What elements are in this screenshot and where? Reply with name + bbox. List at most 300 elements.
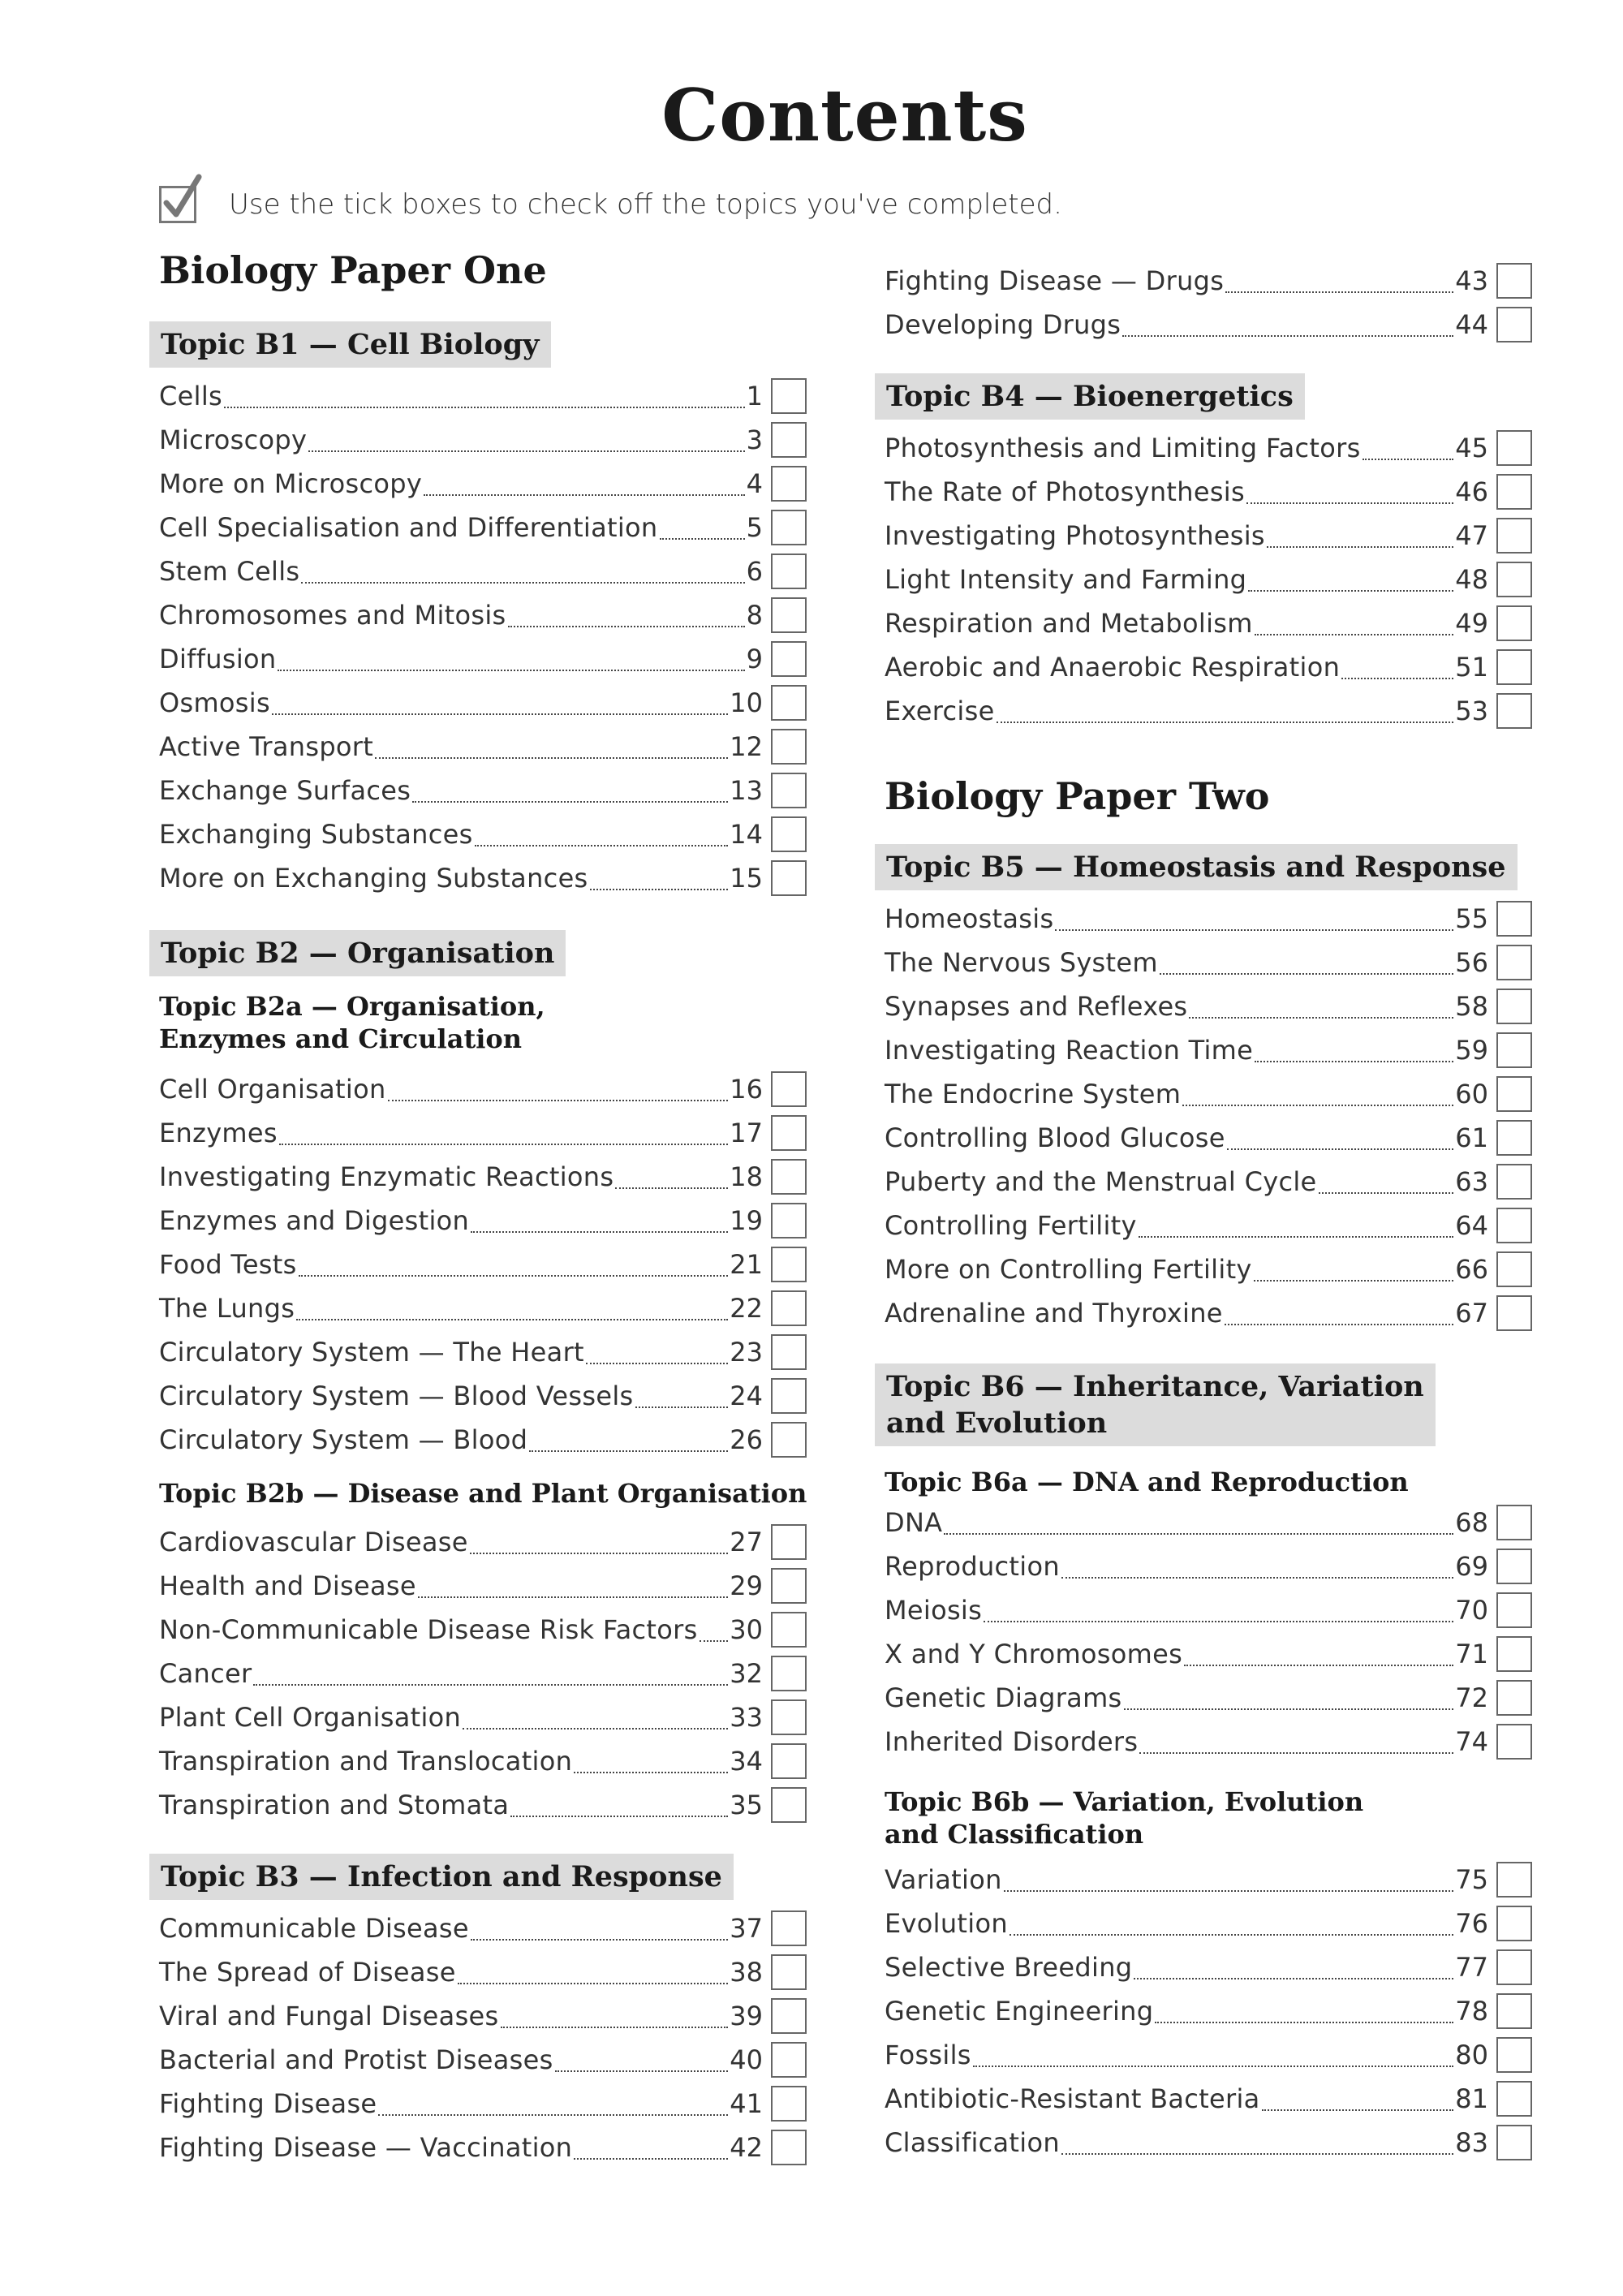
dot-leader bbox=[1061, 2130, 1453, 2155]
dot-leader bbox=[508, 603, 745, 627]
dot-leader bbox=[1319, 1170, 1454, 1194]
contents-row bbox=[885, 1902, 1532, 1945]
tick-box[interactable] bbox=[771, 510, 807, 545]
contents-row bbox=[885, 1248, 1532, 1290]
dot-leader bbox=[1122, 312, 1453, 337]
topic-name: Chromosomes and Mitosis bbox=[159, 600, 506, 631]
page-number: 4 bbox=[746, 468, 763, 499]
tick-box[interactable] bbox=[771, 1787, 807, 1823]
dot-leader bbox=[529, 1428, 728, 1452]
topic-b6b-heading bbox=[885, 1786, 1363, 1850]
tick-box[interactable] bbox=[771, 1998, 807, 2034]
tick-box[interactable] bbox=[1496, 2037, 1532, 2073]
page-number: 72 bbox=[1455, 1682, 1488, 1713]
contents-row bbox=[159, 594, 807, 636]
topic-name: Exercise bbox=[885, 696, 995, 726]
contents-row bbox=[159, 1287, 807, 1329]
tick-box[interactable] bbox=[771, 1954, 807, 1990]
tick-box[interactable] bbox=[771, 860, 807, 896]
contents-row bbox=[885, 690, 1532, 732]
dot-leader bbox=[1363, 436, 1454, 460]
page-number: 8 bbox=[746, 600, 763, 631]
tick-box[interactable] bbox=[771, 378, 807, 414]
page-number: 39 bbox=[730, 2001, 763, 2031]
page-number: 42 bbox=[730, 2132, 763, 2163]
tick-box[interactable] bbox=[1496, 1949, 1532, 1985]
topic-name: Plant Cell Organisation bbox=[159, 1702, 462, 1733]
tick-box[interactable] bbox=[1496, 307, 1532, 342]
tick-box[interactable] bbox=[771, 1378, 807, 1414]
dot-leader bbox=[574, 1749, 728, 1773]
page-number: 45 bbox=[1455, 433, 1488, 463]
dot-leader bbox=[510, 1793, 728, 1817]
contents-row bbox=[159, 1652, 807, 1695]
topic-b5-heading: Topic B5 — Homeostasis and Response bbox=[875, 844, 1518, 890]
dot-leader bbox=[1139, 1730, 1453, 1754]
dot-leader bbox=[1246, 480, 1453, 504]
tick-box[interactable] bbox=[771, 1743, 807, 1779]
page-number: 51 bbox=[1455, 652, 1488, 683]
dot-leader bbox=[1160, 950, 1453, 975]
tick-box[interactable] bbox=[771, 466, 807, 502]
dot-leader bbox=[700, 1618, 729, 1642]
topic-name: Developing Drugs bbox=[885, 309, 1121, 340]
topic-name: The Nervous System bbox=[885, 947, 1158, 978]
tick-box[interactable] bbox=[1496, 1505, 1532, 1540]
dot-leader bbox=[375, 734, 728, 759]
page-number: 70 bbox=[1455, 1595, 1488, 1626]
page-number: 58 bbox=[1455, 991, 1488, 1022]
contents-row bbox=[885, 1721, 1532, 1763]
topic-name: Investigating Photosynthesis bbox=[885, 520, 1265, 551]
dot-leader bbox=[253, 1661, 728, 1686]
tick-box[interactable] bbox=[771, 685, 807, 721]
topic-name: Controlling Fertility bbox=[885, 1210, 1137, 1241]
page-number: 47 bbox=[1455, 520, 1488, 551]
tick-box[interactable] bbox=[1496, 474, 1532, 510]
dot-leader bbox=[378, 2091, 728, 2116]
dot-leader bbox=[279, 1121, 728, 1145]
topic-name: More on Exchanging Substances bbox=[159, 863, 588, 894]
topic-name: Homeostasis bbox=[885, 903, 1054, 934]
paper-one-title: Biology Paper One bbox=[159, 248, 547, 292]
page-number: 6 bbox=[746, 556, 763, 587]
contents-row bbox=[159, 638, 807, 680]
page-number: 37 bbox=[730, 1913, 763, 1944]
contents-row bbox=[159, 1951, 807, 1993]
contents-row bbox=[159, 550, 807, 592]
topic-name: Stem Cells bbox=[159, 556, 300, 587]
tick-box[interactable] bbox=[1496, 2081, 1532, 2117]
dot-leader bbox=[1262, 2087, 1454, 2111]
dot-leader bbox=[1341, 655, 1453, 679]
tick-box[interactable] bbox=[1496, 1164, 1532, 1200]
tick-box[interactable] bbox=[771, 2130, 807, 2165]
dot-leader bbox=[1061, 1554, 1453, 1579]
contents-row bbox=[885, 1859, 1532, 1901]
dot-leader bbox=[973, 2043, 1454, 2067]
tick-box[interactable] bbox=[1496, 1993, 1532, 2029]
topic-name: Osmosis bbox=[159, 687, 270, 718]
contents-row bbox=[159, 1243, 807, 1286]
tick-box[interactable] bbox=[1496, 1076, 1532, 1112]
page-number: 34 bbox=[730, 1746, 763, 1777]
topic-b2b-heading: Topic B2b — Disease and Plant Organisation bbox=[159, 1478, 807, 1509]
tick-box[interactable] bbox=[771, 1247, 807, 1282]
contents-row bbox=[885, 1501, 1532, 1544]
dot-leader bbox=[418, 1574, 728, 1598]
topic-name: Puberty and the Menstrual Cycle bbox=[885, 1166, 1317, 1197]
contents-row bbox=[159, 769, 807, 812]
page-number: 32 bbox=[730, 1658, 763, 1689]
contents-row bbox=[159, 1375, 807, 1417]
topic-b1-heading: Topic B1 — Cell Biology bbox=[149, 321, 551, 368]
contents-row bbox=[159, 1740, 807, 1782]
page-number: 41 bbox=[730, 2088, 763, 2119]
contents-row bbox=[159, 375, 807, 417]
page-number: 67 bbox=[1455, 1298, 1488, 1329]
topic-name: Light Intensity and Farming bbox=[885, 564, 1247, 595]
page-number: 33 bbox=[730, 1702, 763, 1733]
topic-name: Cell Organisation bbox=[159, 1074, 386, 1105]
tick-box[interactable] bbox=[1496, 518, 1532, 554]
topic-b2a-line2: Enzymes and Circulation bbox=[159, 1023, 522, 1054]
dot-leader bbox=[458, 1960, 729, 1984]
tick-box[interactable] bbox=[1496, 1120, 1532, 1156]
contents-row bbox=[885, 1990, 1532, 2032]
tick-box[interactable] bbox=[1496, 430, 1532, 466]
topic-name: More on Controlling Fertility bbox=[885, 1254, 1252, 1285]
dot-leader bbox=[299, 1252, 729, 1277]
topic-name: Enzymes and Digestion bbox=[159, 1205, 470, 1236]
page-number: 77 bbox=[1455, 1952, 1488, 1983]
dot-leader bbox=[1004, 1867, 1454, 1892]
tick-box[interactable] bbox=[1496, 693, 1532, 729]
topic-name: Cardiovascular Disease bbox=[159, 1527, 468, 1557]
page-number: 83 bbox=[1455, 2127, 1488, 2158]
topic-name: Viral and Fungal Diseases bbox=[159, 2001, 499, 2031]
instruction-text: Use the tick boxes to check off the topics you've completed. bbox=[229, 188, 1062, 221]
contents-row bbox=[885, 260, 1532, 302]
contents-row bbox=[885, 1029, 1532, 1071]
tick-box[interactable] bbox=[771, 554, 807, 589]
dot-leader bbox=[660, 515, 745, 540]
contents-row bbox=[159, 1609, 807, 1651]
contents-row bbox=[885, 2078, 1532, 2120]
page-number: 9 bbox=[746, 644, 763, 674]
contents-row bbox=[159, 1784, 807, 1826]
dot-leader bbox=[635, 1384, 729, 1408]
dot-leader bbox=[1182, 1082, 1453, 1106]
page-number: 66 bbox=[1455, 1254, 1488, 1285]
topic-name: Genetic Engineering bbox=[885, 1996, 1154, 2027]
contents-row bbox=[885, 602, 1532, 644]
topic-name: Adrenaline and Thyroxine bbox=[885, 1298, 1223, 1329]
tick-box[interactable] bbox=[771, 1612, 807, 1648]
topic-name: Communicable Disease bbox=[159, 1913, 469, 1944]
contents-row bbox=[885, 1589, 1532, 1631]
tick-box[interactable] bbox=[771, 1334, 807, 1370]
tick-box[interactable] bbox=[771, 773, 807, 808]
topic-name: Non-Communicable Disease Risk Factors bbox=[159, 1614, 698, 1645]
tick-box[interactable] bbox=[1496, 649, 1532, 685]
topic-b2a-line1: Topic B2a — Organisation, bbox=[159, 991, 545, 1022]
dot-leader bbox=[1189, 994, 1453, 1019]
tick-box[interactable] bbox=[771, 1290, 807, 1326]
contents-row bbox=[159, 1995, 807, 2037]
page-number: 35 bbox=[730, 1790, 763, 1820]
topic-name: Photosynthesis and Limiting Factors bbox=[885, 433, 1361, 463]
instruction bbox=[159, 180, 1062, 229]
page-number: 80 bbox=[1455, 2040, 1488, 2070]
tick-box[interactable] bbox=[771, 816, 807, 852]
page-number: 21 bbox=[730, 1249, 763, 1280]
dot-leader bbox=[984, 1598, 1453, 1622]
topic-name: Variation bbox=[885, 1864, 1002, 1895]
contents-row bbox=[159, 1521, 807, 1563]
topic-name: Meiosis bbox=[885, 1595, 983, 1626]
contents-row bbox=[159, 1696, 807, 1738]
tick-box[interactable] bbox=[1496, 263, 1532, 299]
tick-box[interactable] bbox=[771, 641, 807, 677]
contents-row bbox=[159, 857, 807, 899]
page-number: 49 bbox=[1455, 608, 1488, 639]
dot-leader bbox=[1055, 907, 1453, 931]
page-number: 23 bbox=[730, 1337, 763, 1368]
dot-leader bbox=[224, 384, 745, 408]
tick-box[interactable] bbox=[1496, 605, 1532, 641]
contents-row bbox=[885, 1204, 1532, 1247]
page-number: 64 bbox=[1455, 1210, 1488, 1241]
contents-row bbox=[885, 1161, 1532, 1203]
contents-row bbox=[885, 1633, 1532, 1675]
page-number: 12 bbox=[730, 731, 763, 762]
page-number: 27 bbox=[730, 1527, 763, 1557]
topic-name: Selective Breeding bbox=[885, 1952, 1133, 1983]
contents-row bbox=[885, 558, 1532, 601]
contents-row bbox=[885, 1292, 1532, 1334]
contents-row bbox=[885, 985, 1532, 1027]
tick-box[interactable] bbox=[771, 1568, 807, 1604]
tick-box[interactable] bbox=[1496, 1724, 1532, 1760]
topic-name: Circulatory System — Blood bbox=[159, 1424, 528, 1455]
contents-row bbox=[885, 2034, 1532, 2076]
page-number: 17 bbox=[730, 1118, 763, 1148]
page-number: 5 bbox=[746, 512, 763, 543]
dot-leader bbox=[1010, 1911, 1453, 1936]
topic-name: Health and Disease bbox=[159, 1570, 416, 1601]
page-number: 76 bbox=[1455, 1908, 1488, 1939]
dot-leader bbox=[1255, 1038, 1453, 1062]
topic-name: Aerobic and Anaerobic Respiration bbox=[885, 652, 1341, 683]
page-number: 19 bbox=[730, 1205, 763, 1236]
dot-leader bbox=[590, 866, 729, 890]
tick-box[interactable] bbox=[1496, 945, 1532, 980]
tick-box[interactable] bbox=[771, 1203, 807, 1238]
topic-b2a-heading bbox=[159, 990, 545, 1055]
tick-box[interactable] bbox=[1496, 901, 1532, 937]
page-number: 24 bbox=[730, 1381, 763, 1411]
topic-name: DNA bbox=[885, 1507, 943, 1538]
tick-box[interactable] bbox=[771, 2042, 807, 2078]
tick-icon bbox=[159, 186, 196, 223]
dot-leader bbox=[301, 559, 744, 584]
topic-name: Bacterial and Protist Diseases bbox=[159, 2044, 553, 2075]
topic-name: Investigating Reaction Time bbox=[885, 1035, 1254, 1066]
tick-box[interactable] bbox=[771, 1656, 807, 1691]
dot-leader bbox=[1254, 1257, 1454, 1282]
topic-name: X and Y Chromosomes bbox=[885, 1639, 1183, 1669]
contents-row bbox=[159, 813, 807, 855]
topic-b6b-line1: Topic B6b — Variation, Evolution bbox=[885, 1786, 1364, 1817]
page-number: 56 bbox=[1455, 947, 1488, 978]
tick-box[interactable] bbox=[771, 422, 807, 458]
topic-name: Circulatory System — Blood Vessels bbox=[159, 1381, 634, 1411]
topic-name: Inherited Disorders bbox=[885, 1726, 1139, 1757]
topic-name: Investigating Enzymatic Reactions bbox=[159, 1161, 614, 1192]
page-number: 3 bbox=[746, 424, 763, 455]
dot-leader bbox=[308, 428, 744, 452]
dot-leader bbox=[1225, 1301, 1454, 1325]
page-number: 26 bbox=[730, 1424, 763, 1455]
topic-name: Fighting Disease bbox=[159, 2088, 377, 2119]
topic-name: Controlling Blood Glucose bbox=[885, 1122, 1225, 1153]
tick-box[interactable] bbox=[771, 2086, 807, 2122]
contents-row bbox=[159, 1068, 807, 1110]
tick-box[interactable] bbox=[1496, 1295, 1532, 1331]
dot-leader bbox=[272, 691, 728, 715]
contents-row bbox=[885, 1677, 1532, 1719]
tick-box[interactable] bbox=[1496, 2125, 1532, 2160]
page-number: 69 bbox=[1455, 1551, 1488, 1582]
contents-row bbox=[885, 1946, 1532, 1988]
dot-leader bbox=[1255, 611, 1454, 635]
tick-box[interactable] bbox=[1496, 1592, 1532, 1628]
tick-box[interactable] bbox=[1496, 1549, 1532, 1584]
contents-row bbox=[159, 1112, 807, 1154]
dot-leader bbox=[424, 472, 744, 496]
page-number: 59 bbox=[1455, 1035, 1488, 1066]
contents-row bbox=[159, 726, 807, 768]
contents-row bbox=[159, 2039, 807, 2081]
dot-leader bbox=[1227, 1126, 1454, 1150]
topic-name: Exchange Surfaces bbox=[159, 775, 411, 806]
contents-row bbox=[885, 1545, 1532, 1587]
topic-name: Classification bbox=[885, 2127, 1060, 2158]
contents-row bbox=[885, 515, 1532, 557]
page-number: 16 bbox=[730, 1074, 763, 1105]
tick-box[interactable] bbox=[1496, 1862, 1532, 1898]
page-title: Contents bbox=[661, 73, 1028, 157]
contents-row bbox=[885, 646, 1532, 688]
contents-row bbox=[159, 1200, 807, 1242]
topic-name: Fossils bbox=[885, 2040, 971, 2070]
topic-name: Antibiotic-Resistant Bacteria bbox=[885, 2083, 1260, 2114]
topic-b6-line2: and Evolution bbox=[886, 1406, 1108, 1440]
tick-box[interactable] bbox=[1496, 1680, 1532, 1716]
topic-b6b-line2: and Classification bbox=[885, 1819, 1144, 1850]
dot-leader bbox=[615, 1165, 728, 1189]
topic-b6a-heading: Topic B6a — DNA and Reproduction bbox=[885, 1467, 1409, 1497]
contents-row bbox=[159, 1156, 807, 1198]
topic-name: Food Tests bbox=[159, 1249, 297, 1280]
tick-box[interactable] bbox=[771, 1115, 807, 1151]
topic-name: Cells bbox=[159, 381, 222, 411]
dot-leader bbox=[1134, 1955, 1453, 1979]
topic-name: Exchanging Substances bbox=[159, 819, 473, 850]
tick-box[interactable] bbox=[1496, 989, 1532, 1024]
tick-box[interactable] bbox=[771, 1422, 807, 1458]
topic-name: Evolution bbox=[885, 1908, 1008, 1939]
tick-box[interactable] bbox=[771, 1524, 807, 1560]
tick-box[interactable] bbox=[771, 1071, 807, 1107]
dot-leader bbox=[586, 1340, 728, 1364]
page-number: 44 bbox=[1455, 309, 1488, 340]
page-number: 68 bbox=[1455, 1507, 1488, 1538]
dot-leader bbox=[501, 2004, 729, 2028]
topic-name: Synapses and Reflexes bbox=[885, 991, 1188, 1022]
page-number: 60 bbox=[1455, 1079, 1488, 1109]
dot-leader bbox=[1248, 567, 1453, 592]
topic-name: Respiration and Metabolism bbox=[885, 608, 1253, 639]
page-number: 53 bbox=[1455, 696, 1488, 726]
contents-row bbox=[885, 427, 1532, 469]
dot-leader bbox=[1155, 1999, 1453, 2023]
page-number: 75 bbox=[1455, 1864, 1488, 1895]
page-number: 63 bbox=[1455, 1166, 1488, 1197]
contents-row bbox=[885, 2122, 1532, 2164]
topic-name: Transpiration and Translocation bbox=[159, 1746, 573, 1777]
tick-box[interactable] bbox=[1496, 1636, 1532, 1672]
tick-box[interactable] bbox=[771, 1910, 807, 1946]
topic-name: Microscopy bbox=[159, 424, 308, 455]
contents-row bbox=[885, 304, 1532, 346]
contents-row bbox=[159, 419, 807, 461]
topic-b6-heading bbox=[875, 1363, 1436, 1446]
page-number: 1 bbox=[746, 381, 763, 411]
contents-row bbox=[159, 463, 807, 505]
page-number: 40 bbox=[730, 2044, 763, 2075]
paper-two-title: Biology Paper Two bbox=[885, 774, 1270, 818]
topic-b6-line1: Topic B6 — Inheritance, Variation bbox=[886, 1370, 1424, 1403]
tick-box[interactable] bbox=[1496, 562, 1532, 597]
dot-leader bbox=[1124, 1686, 1454, 1710]
page-number: 38 bbox=[730, 1957, 763, 1988]
page-number: 78 bbox=[1455, 1996, 1488, 2027]
topic-name: The Endocrine System bbox=[885, 1079, 1182, 1109]
tick-box[interactable] bbox=[1496, 1251, 1532, 1287]
tick-box[interactable] bbox=[1496, 1906, 1532, 1941]
contents-row bbox=[159, 506, 807, 549]
tick-box[interactable] bbox=[1496, 1032, 1532, 1068]
tick-box[interactable] bbox=[771, 597, 807, 633]
page-number: 71 bbox=[1455, 1639, 1488, 1669]
dot-leader bbox=[470, 1530, 729, 1554]
contents-row bbox=[159, 1565, 807, 1607]
dot-leader bbox=[944, 1510, 1453, 1535]
contents-row bbox=[159, 1331, 807, 1373]
tick-box[interactable] bbox=[771, 729, 807, 765]
topic-name: The Rate of Photosynthesis bbox=[885, 476, 1245, 507]
tick-box[interactable] bbox=[771, 1699, 807, 1735]
tick-box[interactable] bbox=[1496, 1208, 1532, 1243]
dot-leader bbox=[463, 1705, 728, 1730]
topic-name: The Spread of Disease bbox=[159, 1957, 456, 1988]
page-number: 46 bbox=[1455, 476, 1488, 507]
topic-name: Cell Specialisation and Differentiation bbox=[159, 512, 658, 543]
page-number: 48 bbox=[1455, 564, 1488, 595]
tick-box[interactable] bbox=[771, 1159, 807, 1195]
